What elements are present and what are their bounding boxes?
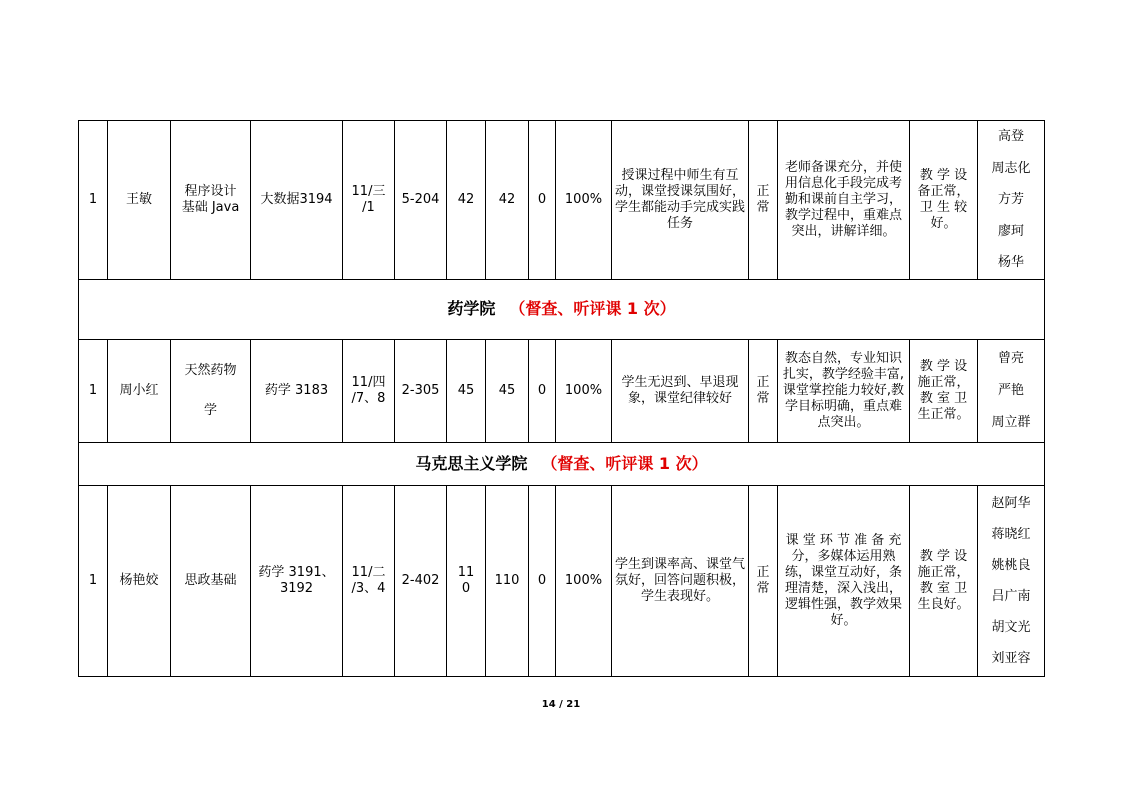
actual-count: 42	[486, 121, 529, 280]
teaching-conditions: 教 学 设 备正常， 卫 生 较好。	[910, 121, 978, 280]
student-note: 学生到课率高、课堂气氛好，回答问题积极，学生表现好。	[612, 485, 749, 676]
actual-count: 110	[486, 485, 529, 676]
teacher-note: 老师备课充分，并使用信息化手段完成考勤和课前自主学习，教学过程中，重难点突出，讲解详细。	[778, 121, 910, 280]
teaching-conditions: 教 学 设 施正常， 教 室 卫 生正常。	[910, 339, 978, 442]
section-row	[79, 442, 1045, 485]
inspection-table	[78, 120, 1045, 677]
attendance-rate: 100%	[556, 485, 612, 676]
teaching-order: 正 常	[749, 485, 778, 676]
class-name: 药学 3191、 3192	[251, 485, 343, 676]
attendance-rate: 100%	[556, 121, 612, 280]
classroom: 2-402	[395, 485, 447, 676]
teacher-name: 王敏	[108, 121, 171, 280]
section-note: （督查、听评课 1 次）	[541, 453, 708, 473]
row-number: 1	[79, 339, 108, 442]
course-name: 思政基础	[171, 485, 251, 676]
absent-count: 0	[529, 339, 556, 442]
attendance-rate: 100%	[556, 339, 612, 442]
section-name: 药学院	[447, 299, 496, 318]
teaching-order: 正 常	[749, 339, 778, 442]
student-note: 授课过程中师生有互动，课堂授课氛围好，学生都能动手完成实践任务	[612, 121, 749, 280]
teacher-name: 杨艳姣	[108, 485, 171, 676]
observer-list: 高登 周志化 方芳 廖珂 杨华	[978, 121, 1045, 280]
row-number: 1	[79, 121, 108, 280]
actual-count: 45	[486, 339, 529, 442]
classroom: 2-305	[395, 339, 447, 442]
section-header	[79, 442, 1045, 485]
section-header	[79, 279, 1045, 339]
table-row	[79, 485, 1045, 676]
section-row	[79, 279, 1045, 339]
section-note: （督查、听评课 1 次）	[509, 299, 676, 318]
table-row	[79, 339, 1045, 442]
classroom: 5-204	[395, 121, 447, 280]
absent-count: 0	[529, 121, 556, 280]
teaching-order: 正 常	[749, 121, 778, 280]
student-note: 学生无迟到、早退现象，课堂纪律较好	[612, 339, 749, 442]
teacher-name: 周小红	[108, 339, 171, 442]
date-period: 11/二 /3、4	[343, 485, 395, 676]
row-number: 1	[79, 485, 108, 676]
class-name: 大数据3194	[251, 121, 343, 280]
expected-count: 42	[447, 121, 486, 280]
course-name: 程序设计 基础 Java	[171, 121, 251, 280]
teacher-note: 课 堂 环 节 准 备 充分，多媒体运用熟练，课堂互动好，条理清楚，深入浅出，逻辑性强，教学效果好。	[778, 485, 910, 676]
expected-count: 45	[447, 339, 486, 442]
course-name: 天然药物 学	[171, 339, 251, 442]
observer-list: 曾亮 严艳 周立群	[978, 339, 1045, 442]
section-name: 马克思主义学院	[415, 453, 528, 473]
class-name: 药学 3183	[251, 339, 343, 442]
expected-count: 11 0	[447, 485, 486, 676]
observer-list: 赵阿华 蒋晓红 姚桃良 吕广南 胡文光 刘亚容	[978, 485, 1045, 676]
teaching-conditions: 教 学 设 施正常， 教 室 卫 生良好。	[910, 485, 978, 676]
date-period: 11/四 /7、8	[343, 339, 395, 442]
page-number: 14 / 21	[541, 699, 581, 710]
absent-count: 0	[529, 485, 556, 676]
teacher-note: 教态自然，专业知识扎实，教学经验丰富,课堂掌控能力较好,教学目标明确，重点难点突出。	[778, 339, 910, 442]
date-period: 11/三 /1	[343, 121, 395, 280]
table-row	[79, 121, 1045, 280]
